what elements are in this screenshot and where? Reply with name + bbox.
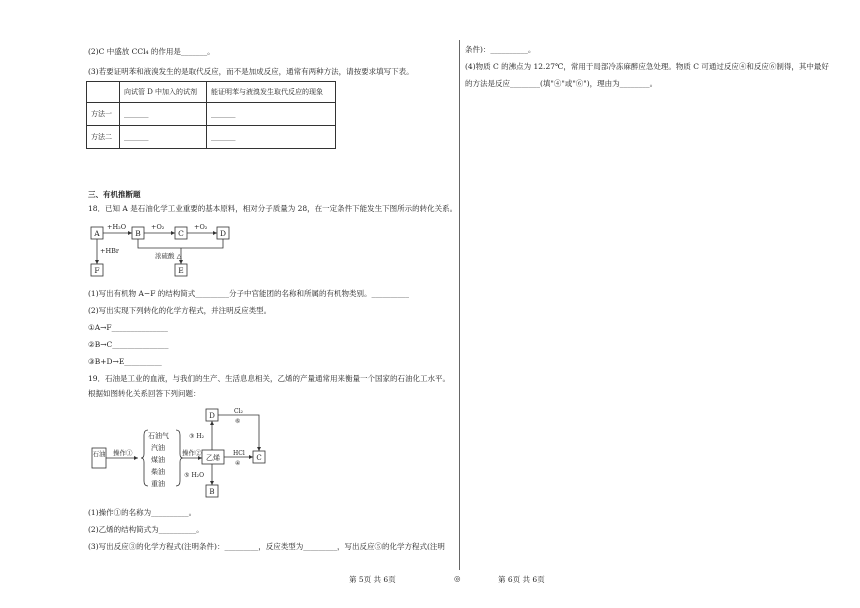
section-title: 三、有机推断题 [88,190,141,199]
q18-item-a: ①A→F_______________ [88,323,168,332]
fraction-3: 煤油 [151,456,165,464]
label-e: E [178,266,184,275]
table-row [87,103,336,126]
table-cell[interactable]: _______ [207,126,336,149]
q18-part2: (2)写出实现下列转化的化学方程式，并注明反应类型。 [88,306,272,315]
label-hbr: +HBr [100,247,119,255]
q18-reaction-diagram [88,220,248,282]
label-h2o: +H₂O [107,223,127,231]
label-oil: 石油 [92,450,106,458]
label-f: F [94,266,100,275]
table-header-cell [87,82,120,103]
label-hcl: HCl [233,450,245,457]
label-r4: ④ [235,460,241,467]
q19-intro-2: 根据如图转化关系回答下列问题： [88,389,201,398]
label-c2: C [256,454,262,462]
table-cell[interactable]: _______ [120,103,207,126]
table-header-cell: 向试管 D 中加入的试剂 [120,82,207,103]
q19-part4-line1: (4)物质 C 的沸点为 12.27℃，常用于局部冷冻麻醉应急处理。物质 C 可通过反应④和反应⑥制得，其中最好 [465,62,829,71]
label-op2: 操作② [182,449,202,457]
label-d: D [219,229,227,238]
fraction-5: 重油 [151,480,165,488]
label-o2-1: +O₂ [151,223,165,231]
table-cell[interactable]: _______ [207,103,336,126]
q19-part3: (3)写出反应③的化学方程式(注明条件)：_________，反应类型为_________，写出反应⑤的化学方程式(注明 [88,542,445,551]
label-b2: B [209,488,215,496]
q19-intro: 19．石油是工业的血液，与我们的生产、生活息息相关，乙烯的产量通常用来衡量一个国家的石油化工水平。 [88,374,451,383]
q19-part1: (1)操作①的名称为__________。 [88,508,197,517]
q19-part4-line2: 的方法是反应________(填"④"或"⑥")，理由为________。 [465,79,658,88]
q17-part3: (3)若要证明苯和液溴发生的是取代反应，而不是加成反应，通常有两种方法，请按要求填写下表。 [88,67,414,76]
label-d2: D [209,412,215,420]
fraction-4: 柴油 [151,468,165,476]
label-r3: ③ H₂ [189,433,204,440]
q18-part1: (1)写出有机物 A−F 的结构简式_________分子中官能团的名称和所属的有机物类别。__________ [88,289,410,298]
label-c: C [178,229,184,238]
column-divider [459,40,460,570]
table-cell: 方法二 [87,126,120,149]
left-brace [141,430,148,486]
fraction-2: 汽油 [151,444,165,452]
q18-intro: 18．已知 A 是石油化学工业重要的基本原料，相对分子质量为 28，在一定条件下能发生下图所示的转化关系。 [88,204,458,213]
label-ethylene: 乙烯 [206,454,220,462]
label-acid: 浓硫酸 △ [155,252,182,260]
table-row [87,126,336,149]
q19-part2: (2)乙烯的结构简式为__________。 [88,525,204,534]
label-b: B [135,229,141,238]
label-cl2: Cl₂ [234,408,243,415]
fraction-1: 石油气 [148,432,169,440]
binding-mark: ◎ [454,574,461,583]
q19-part3-cont: 条件)：__________。 [465,45,536,54]
label-o2-2: +O₂ [194,223,208,231]
page-number-right: 第 6页 共 6页 [498,575,545,584]
page-number-left: 第 5页 共 6页 [349,575,396,584]
q18-item-c: ③B+D→E__________ [88,357,162,366]
table-cell: 方法一 [87,103,120,126]
label-r6: ⑥ [235,418,241,425]
q19-flow-diagram [88,405,288,500]
table-header-row [87,82,336,103]
label-r5: ⑤ H₂O [184,472,204,479]
label-a: A [94,229,100,238]
q18-item-b: ②B→C_______________ [88,340,169,349]
right-brace [176,430,183,486]
label-op1: 操作① [113,449,133,457]
table-header-cell: 能证明苯与液溴发生取代反应的现象 [207,82,336,103]
q17-part2: (2)C 中盛放 CCl₄ 的作用是_______。 [88,47,215,56]
answer-table [86,81,336,149]
table-cell[interactable]: _______ [120,126,207,149]
